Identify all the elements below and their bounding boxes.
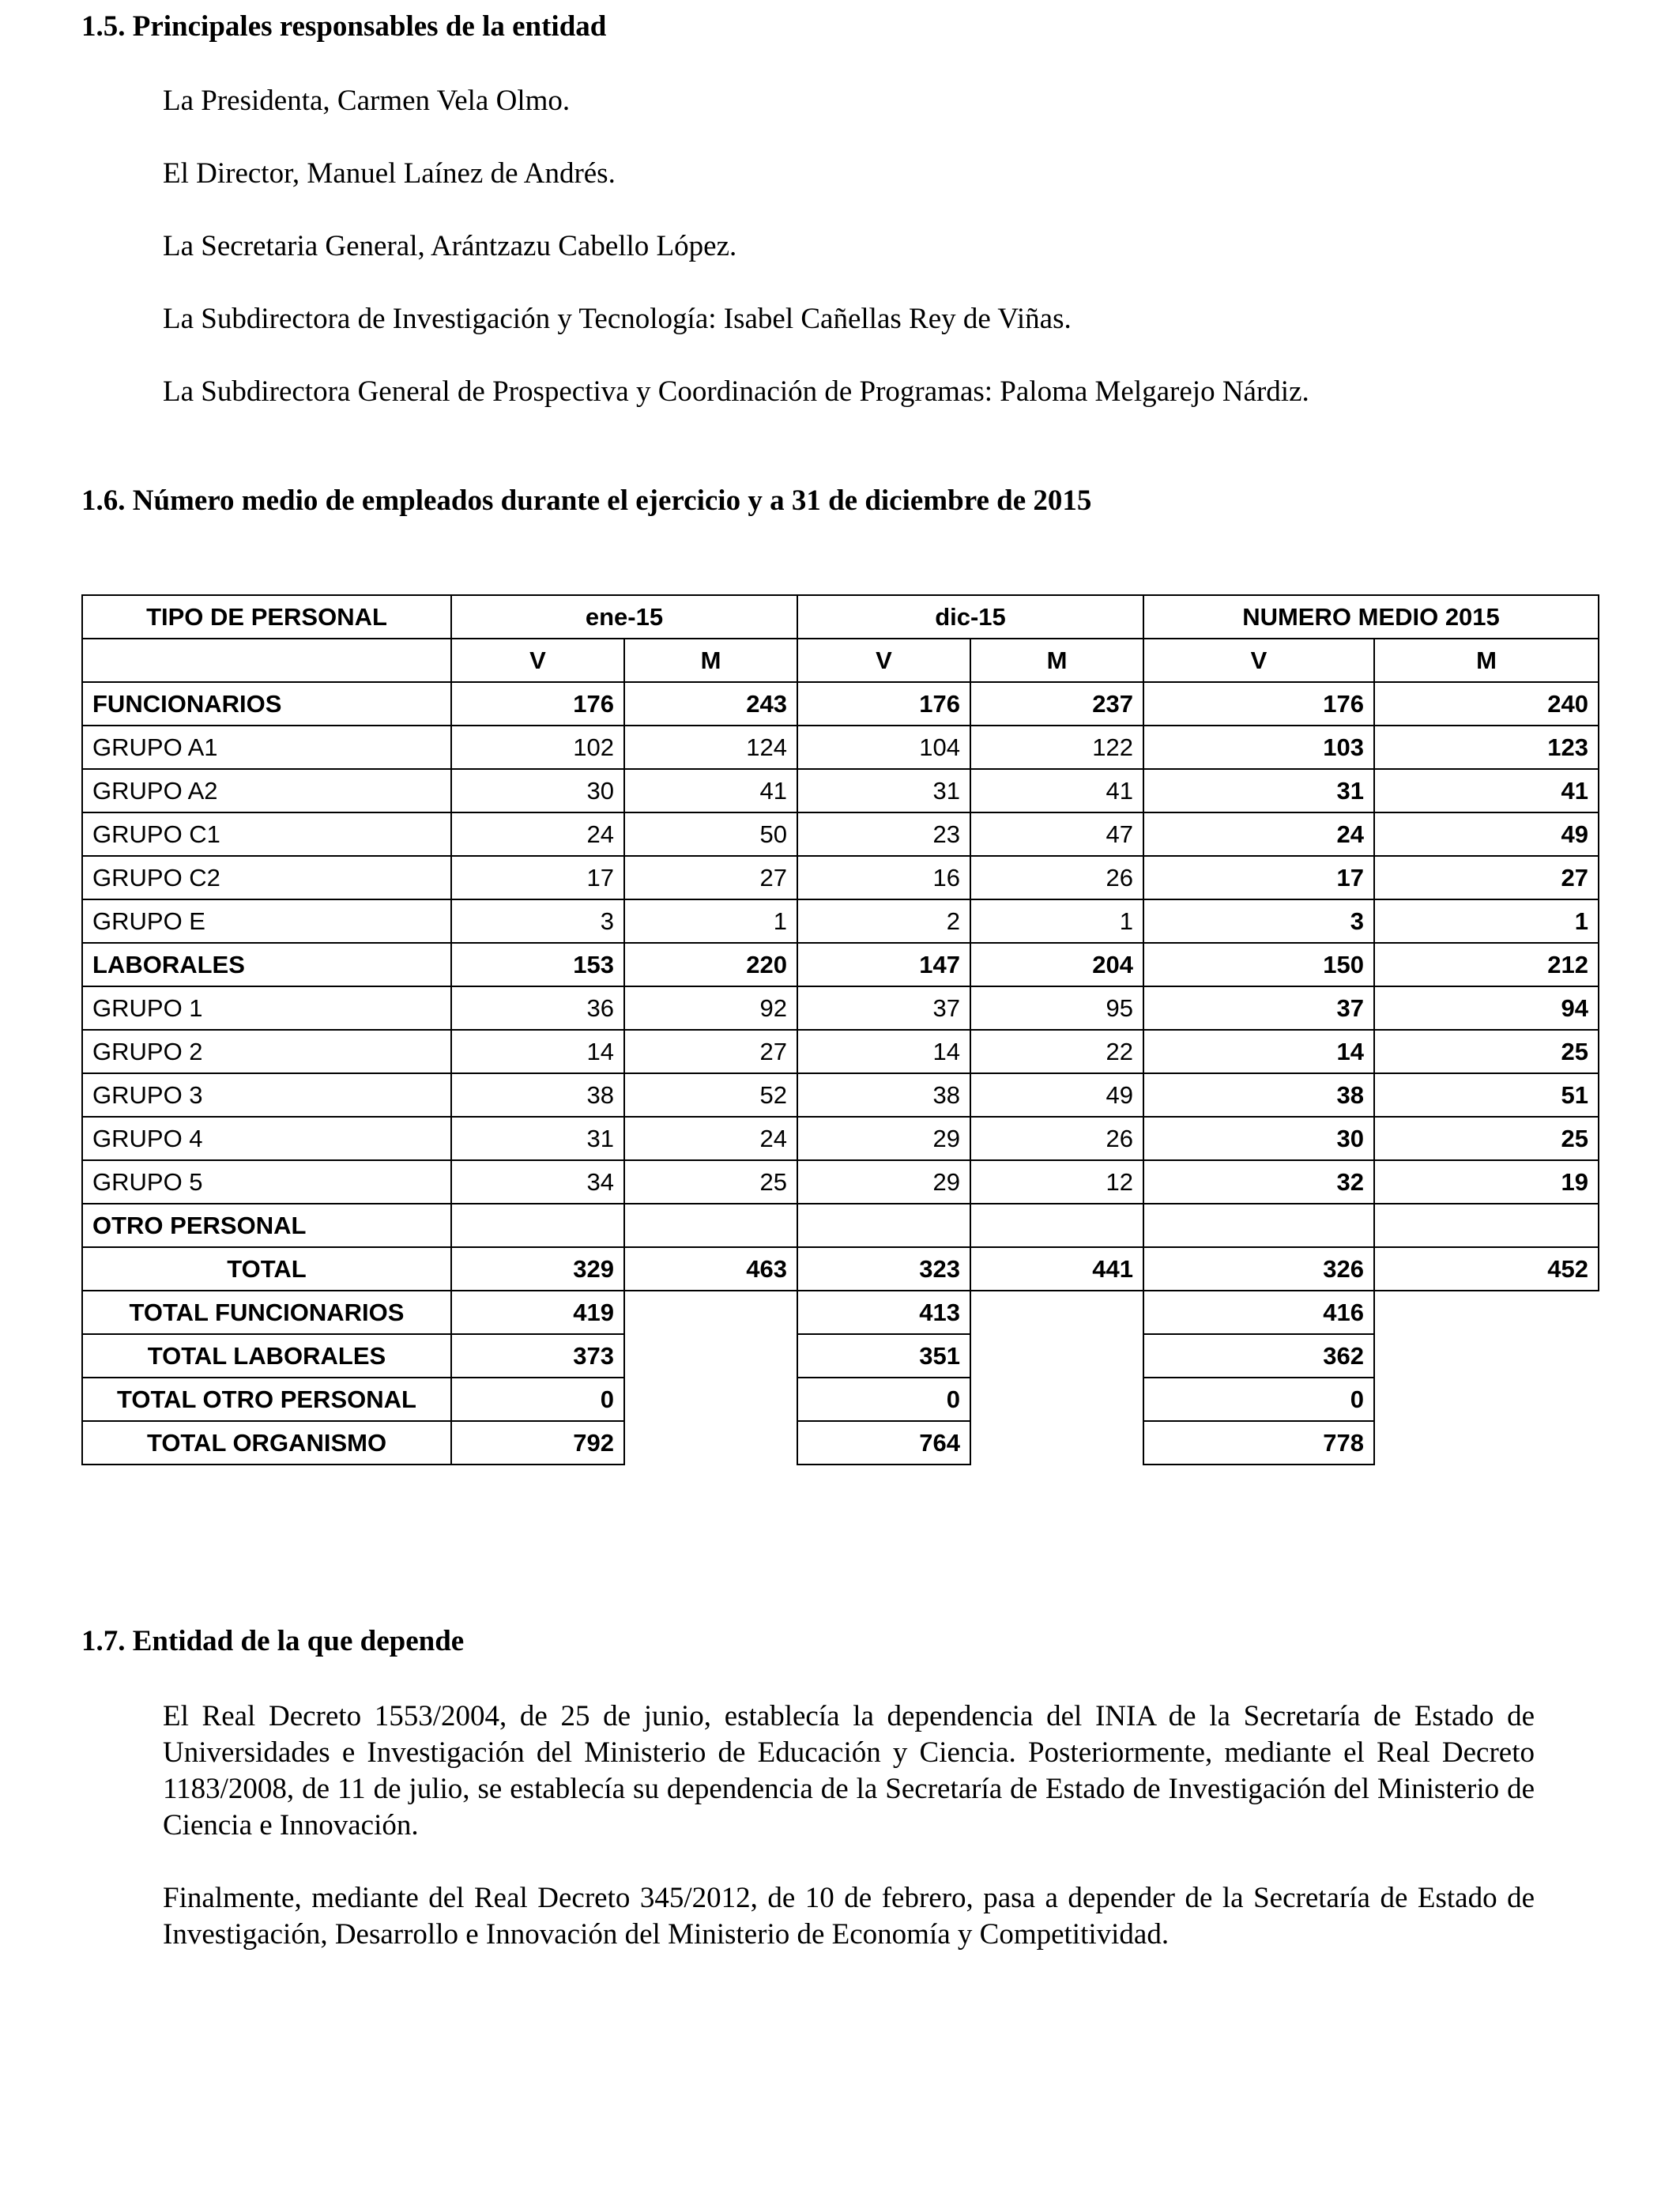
- table-total-row: [82, 1378, 1599, 1421]
- cell-grupo-c2-3: 26: [970, 856, 1143, 899]
- cell-grupo-c2-0: 17: [451, 856, 624, 899]
- row-label-total: TOTAL: [82, 1247, 451, 1291]
- subheader-medio-v: V: [1143, 639, 1374, 682]
- dependencia-paragraph-1: El Real Decreto 1553/2004, de 25 de junio, establecía la dependencia del INIA de la Secretaría de Estado de Universidades e Investigación del Ministerio de Educación y Ciencia. Posteriormente, mediante el Real Decreto 1183/2008, de 11 de julio, se establecía su dependencia de la Secretaría de Estado de Investigación del Ministerio de Ciencia e Innovación.: [163, 1700, 1535, 1842]
- cell-grupo-c2-1: 27: [624, 856, 797, 899]
- cell-grupo-c1-5: 49: [1374, 812, 1599, 856]
- total-total-laborales-1: 351: [797, 1334, 970, 1378]
- empty-cell: [1374, 1334, 1599, 1378]
- subheader-ene-m: M: [624, 639, 797, 682]
- section-1-7-heading: 1.7. Entidad de la que depende: [81, 1625, 465, 1657]
- header-numero-medio: NUMERO MEDIO 2015: [1143, 595, 1599, 639]
- table-row: [82, 1073, 1599, 1117]
- total-label-total-organismo: TOTAL ORGANISMO: [82, 1421, 451, 1465]
- cell-grupo-c1-2: 23: [797, 812, 970, 856]
- table-row: [82, 682, 1599, 726]
- row-label-otro-personal: OTRO PERSONAL: [82, 1204, 451, 1247]
- total-total-organismo-1: 764: [797, 1421, 970, 1465]
- table-header-row: [82, 595, 1599, 639]
- cell-grupo-c1-1: 50: [624, 812, 797, 856]
- total-total-funcionarios-0: 419: [451, 1291, 624, 1334]
- total-total-organismo-2: 778: [1143, 1421, 1374, 1465]
- cell-grupo-a1-0: 102: [451, 726, 624, 769]
- cell-grupo-1-4: 37: [1143, 986, 1374, 1030]
- cell-grupo-c1-3: 47: [970, 812, 1143, 856]
- table-row: [82, 856, 1599, 899]
- cell-total-3: 441: [970, 1247, 1143, 1291]
- cell-grupo-a1-2: 104: [797, 726, 970, 769]
- empty-cell: [624, 1378, 797, 1421]
- section-1-5-heading: 1.5. Principales responsables de la entidad: [81, 10, 607, 43]
- cell-funcionarios-0: 176: [451, 682, 624, 726]
- cell-grupo-c1-0: 24: [451, 812, 624, 856]
- cell-otro-personal-0: [451, 1204, 624, 1247]
- cell-grupo-c1-4: 24: [1143, 812, 1374, 856]
- cell-grupo-a1-3: 122: [970, 726, 1143, 769]
- cell-laborales-5: 212: [1374, 943, 1599, 986]
- empty-cell: [970, 1378, 1143, 1421]
- row-label-grupo-4: GRUPO 4: [82, 1117, 451, 1160]
- cell-grupo-a2-3: 41: [970, 769, 1143, 812]
- total-total-funcionarios-1: 413: [797, 1291, 970, 1334]
- cell-grupo-5-1: 25: [624, 1160, 797, 1204]
- table-row: [82, 1117, 1599, 1160]
- total-total-otro-personal-0: 0: [451, 1378, 624, 1421]
- total-total-laborales-2: 362: [1143, 1334, 1374, 1378]
- cell-grupo-4-1: 24: [624, 1117, 797, 1160]
- cell-grupo-2-0: 14: [451, 1030, 624, 1073]
- table-subheader-row: [82, 639, 1599, 682]
- cell-grupo-5-4: 32: [1143, 1160, 1374, 1204]
- cell-funcionarios-2: 176: [797, 682, 970, 726]
- cell-grupo-2-1: 27: [624, 1030, 797, 1073]
- cell-grupo-3-1: 52: [624, 1073, 797, 1117]
- cell-grupo-4-5: 25: [1374, 1117, 1599, 1160]
- cell-grupo-1-0: 36: [451, 986, 624, 1030]
- empty-cell: [1374, 1421, 1599, 1465]
- empty-cell: [970, 1421, 1143, 1465]
- total-total-organismo-0: 792: [451, 1421, 624, 1465]
- cell-grupo-c2-5: 27: [1374, 856, 1599, 899]
- subheader-empty: [82, 639, 451, 682]
- row-label-grupo-c2: GRUPO C2: [82, 856, 451, 899]
- cell-grupo-e-0: 3: [451, 899, 624, 943]
- header-dic-15: dic-15: [797, 595, 1143, 639]
- row-label-laborales: LABORALES: [82, 943, 451, 986]
- cell-grupo-e-2: 2: [797, 899, 970, 943]
- total-total-funcionarios-2: 416: [1143, 1291, 1374, 1334]
- cell-grupo-2-5: 25: [1374, 1030, 1599, 1073]
- cell-otro-personal-1: [624, 1204, 797, 1247]
- table-total-row: [82, 1421, 1599, 1465]
- row-label-grupo-c1: GRUPO C1: [82, 812, 451, 856]
- cell-laborales-1: 220: [624, 943, 797, 986]
- cell-grupo-a2-2: 31: [797, 769, 970, 812]
- empty-cell: [624, 1334, 797, 1378]
- cell-total-4: 326: [1143, 1247, 1374, 1291]
- cell-funcionarios-3: 237: [970, 682, 1143, 726]
- responsable-subdirectora-investigacion: La Subdirectora de Investigación y Tecnología: Isabel Cañellas Rey de Viñas.: [163, 303, 1072, 335]
- cell-otro-personal-3: [970, 1204, 1143, 1247]
- cell-grupo-e-5: 1: [1374, 899, 1599, 943]
- cell-total-0: 329: [451, 1247, 624, 1291]
- cell-grupo-1-2: 37: [797, 986, 970, 1030]
- table-row: [82, 899, 1599, 943]
- cell-grupo-2-2: 14: [797, 1030, 970, 1073]
- cell-grupo-a2-4: 31: [1143, 769, 1374, 812]
- cell-funcionarios-4: 176: [1143, 682, 1374, 726]
- cell-grupo-e-3: 1: [970, 899, 1143, 943]
- cell-grupo-c2-2: 16: [797, 856, 970, 899]
- header-ene-15: ene-15: [451, 595, 797, 639]
- table-row: [82, 1204, 1599, 1247]
- empty-cell: [1374, 1291, 1599, 1334]
- cell-grupo-a2-0: 30: [451, 769, 624, 812]
- dependencia-paragraph-2: Finalmente, mediante del Real Decreto 345/2012, de 10 de febrero, pasa a depender de la Secretaría de Estado de Investigación, Desarrollo e Innovación del Ministerio de Economía y Competitividad.: [163, 1882, 1535, 1951]
- cell-funcionarios-5: 240: [1374, 682, 1599, 726]
- section-1-6-heading: 1.6. Número medio de empleados durante el ejercicio y a 31 de diciembre de 2015: [81, 484, 1092, 517]
- empty-cell: [624, 1421, 797, 1465]
- cell-grupo-1-3: 95: [970, 986, 1143, 1030]
- cell-laborales-4: 150: [1143, 943, 1374, 986]
- cell-grupo-3-2: 38: [797, 1073, 970, 1117]
- row-label-grupo-3: GRUPO 3: [82, 1073, 451, 1117]
- subheader-ene-v: V: [451, 639, 624, 682]
- cell-otro-personal-2: [797, 1204, 970, 1247]
- cell-laborales-2: 147: [797, 943, 970, 986]
- table-row: [82, 986, 1599, 1030]
- table-row: [82, 1030, 1599, 1073]
- total-label-total-otro-personal: TOTAL OTRO PERSONAL: [82, 1378, 451, 1421]
- total-total-laborales-0: 373: [451, 1334, 624, 1378]
- cell-otro-personal-5: [1374, 1204, 1599, 1247]
- table-row: [82, 726, 1599, 769]
- cell-otro-personal-4: [1143, 1204, 1374, 1247]
- cell-grupo-2-4: 14: [1143, 1030, 1374, 1073]
- staff-table-body: [82, 595, 1599, 1465]
- total-total-otro-personal-1: 0: [797, 1378, 970, 1421]
- cell-grupo-a2-1: 41: [624, 769, 797, 812]
- cell-grupo-5-5: 19: [1374, 1160, 1599, 1204]
- cell-grupo-1-5: 94: [1374, 986, 1599, 1030]
- cell-total-5: 452: [1374, 1247, 1599, 1291]
- cell-grupo-3-3: 49: [970, 1073, 1143, 1117]
- row-label-grupo-e: GRUPO E: [82, 899, 451, 943]
- cell-grupo-1-1: 92: [624, 986, 797, 1030]
- row-label-grupo-2: GRUPO 2: [82, 1030, 451, 1073]
- table-total-row: [82, 1291, 1599, 1334]
- cell-grupo-5-3: 12: [970, 1160, 1143, 1204]
- cell-grupo-4-3: 26: [970, 1117, 1143, 1160]
- row-label-grupo-a1: GRUPO A1: [82, 726, 451, 769]
- empty-cell: [624, 1291, 797, 1334]
- cell-laborales-0: 153: [451, 943, 624, 986]
- responsable-secretaria: La Secretaria General, Arántzazu Cabello López.: [163, 230, 737, 262]
- row-label-grupo-1: GRUPO 1: [82, 986, 451, 1030]
- subheader-dic-m: M: [970, 639, 1143, 682]
- empty-cell: [970, 1334, 1143, 1378]
- responsable-subdirectora-prospectiva: La Subdirectora General de Prospectiva y Coordinación de Programas: Paloma Melgarejo Nárdiz.: [163, 375, 1309, 408]
- cell-total-1: 463: [624, 1247, 797, 1291]
- subheader-dic-v: V: [797, 639, 970, 682]
- cell-grupo-2-3: 22: [970, 1030, 1143, 1073]
- cell-grupo-a1-1: 124: [624, 726, 797, 769]
- cell-grupo-3-4: 38: [1143, 1073, 1374, 1117]
- responsable-presidenta: La Presidenta, Carmen Vela Olmo.: [163, 85, 571, 117]
- table-row: [82, 812, 1599, 856]
- cell-grupo-3-5: 51: [1374, 1073, 1599, 1117]
- staff-table: [81, 594, 1599, 1465]
- cell-grupo-e-4: 3: [1143, 899, 1374, 943]
- responsable-director: El Director, Manuel Laínez de Andrés.: [163, 157, 616, 190]
- cell-grupo-3-0: 38: [451, 1073, 624, 1117]
- cell-grupo-a2-5: 41: [1374, 769, 1599, 812]
- cell-grupo-5-0: 34: [451, 1160, 624, 1204]
- table-row: [82, 769, 1599, 812]
- cell-total-2: 323: [797, 1247, 970, 1291]
- table-row: [82, 1160, 1599, 1204]
- table-total-row: [82, 1334, 1599, 1378]
- empty-cell: [1374, 1378, 1599, 1421]
- cell-grupo-c2-4: 17: [1143, 856, 1374, 899]
- empty-cell: [970, 1291, 1143, 1334]
- total-label-total-laborales: TOTAL LABORALES: [82, 1334, 451, 1378]
- cell-grupo-4-2: 29: [797, 1117, 970, 1160]
- subheader-medio-m: M: [1374, 639, 1599, 682]
- cell-grupo-4-0: 31: [451, 1117, 624, 1160]
- cell-grupo-4-4: 30: [1143, 1117, 1374, 1160]
- cell-funcionarios-1: 243: [624, 682, 797, 726]
- table-row: [82, 943, 1599, 986]
- row-label-grupo-5: GRUPO 5: [82, 1160, 451, 1204]
- cell-grupo-e-1: 1: [624, 899, 797, 943]
- total-label-total-funcionarios: TOTAL FUNCIONARIOS: [82, 1291, 451, 1334]
- row-label-grupo-a2: GRUPO A2: [82, 769, 451, 812]
- cell-laborales-3: 204: [970, 943, 1143, 986]
- header-tipo: TIPO DE PERSONAL: [82, 595, 451, 639]
- cell-grupo-a1-5: 123: [1374, 726, 1599, 769]
- cell-grupo-5-2: 29: [797, 1160, 970, 1204]
- total-total-otro-personal-2: 0: [1143, 1378, 1374, 1421]
- row-label-funcionarios: FUNCIONARIOS: [82, 682, 451, 726]
- table-row: [82, 1247, 1599, 1291]
- cell-grupo-a1-4: 103: [1143, 726, 1374, 769]
